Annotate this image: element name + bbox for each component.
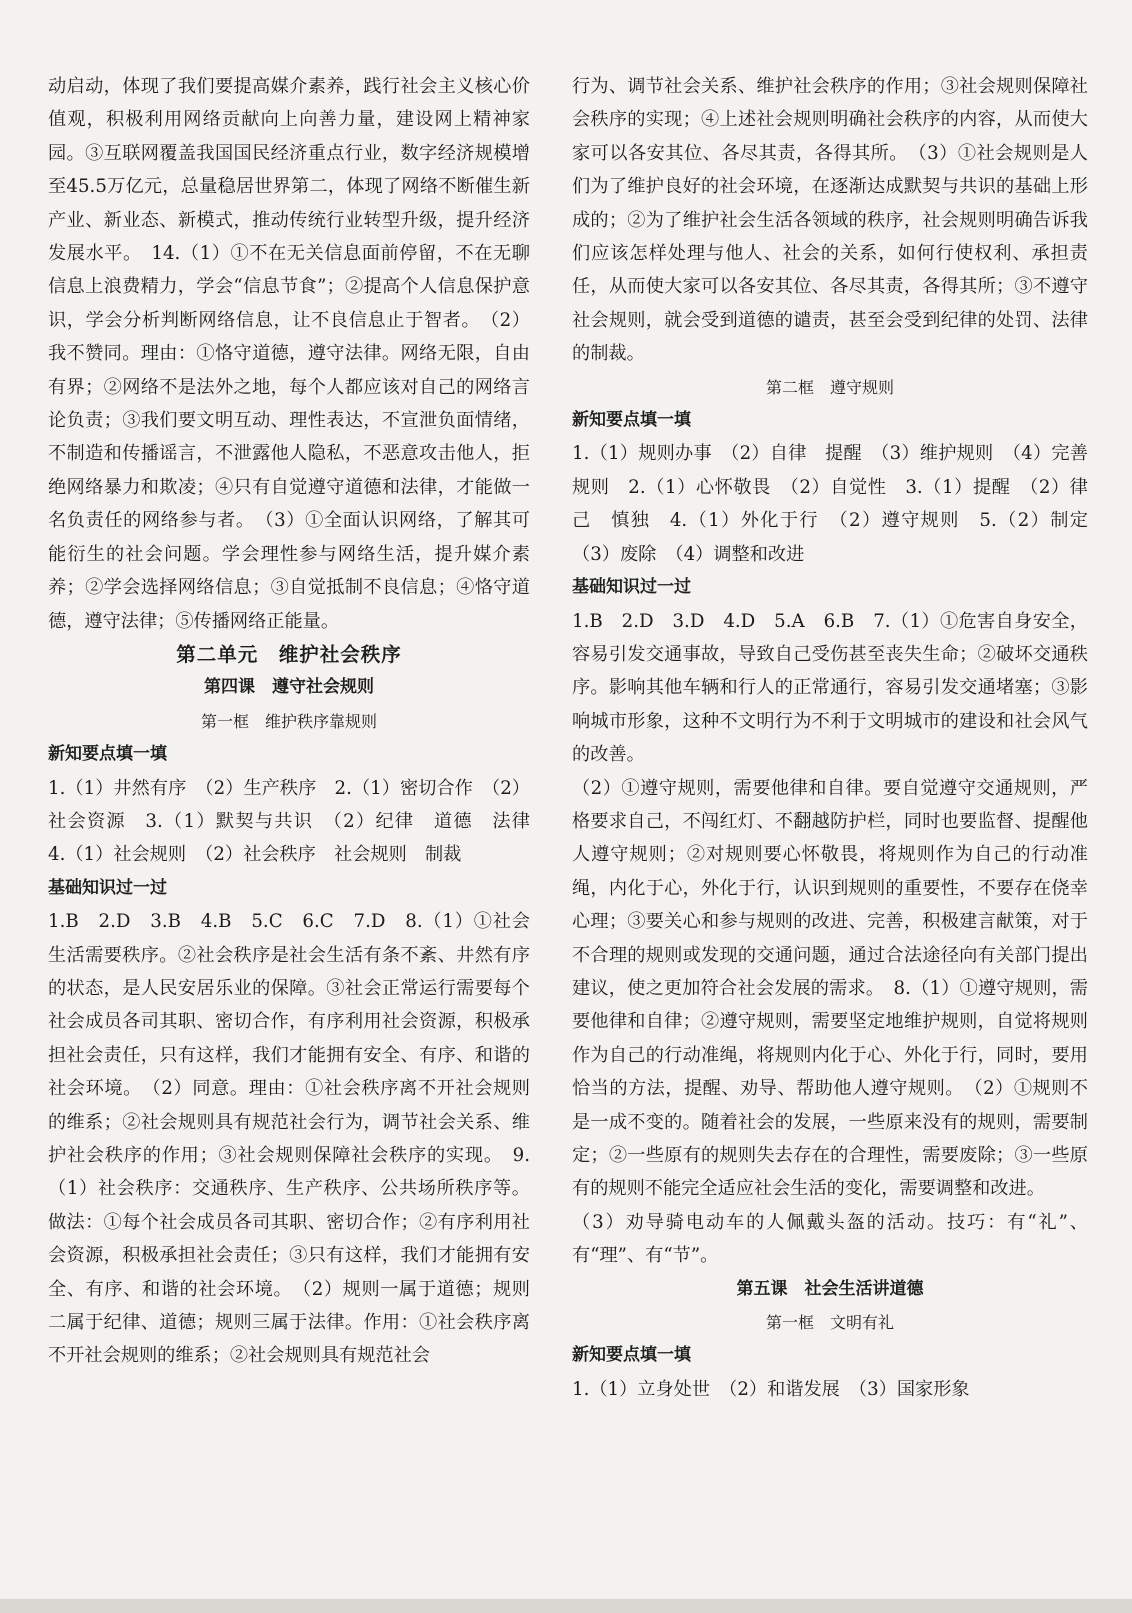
basic-answers-continued: （2）①遵守规则，需要他律和自律。要自觉遵守交通规则，严格要求自己，不闯红灯、不翻越防护栏，同时也要监督、提醒他人遵守规则；②对规则要心怀敬畏，将规则作为自己的行动准绳，内化于心，外化于行，认识到规则的重要性，不要存在侥幸心理；③要关心和参与规则的改进、完善，积极建言献策，对于不合理的规则或发现的交通问题，通过合法途径向有关部门提出建议，使之更加符合社会发展的需求。 8.（1）①遵守规则，需要他律和自律；②遵守规则，需要坚定地维护规则，自觉将规则作为自己的行动准绳，将规则内化于心、外化于行，同时，要用恰当的方法，提醒、劝导、帮助他人遵守规则。 （2）①规则不是一成不变的。随着社会的发展，一些原来没有的规则，需要制定；②一些原有的规则失去存在的合理性，需要废除；③一些原有的规则不能完全适应社会生活的变化，需要调整和改进。 [572,777,1088,1200]
unit-title: 第二单元 维护社会秩序 [176,642,402,666]
basic-answers-tip: （3）劝导骑电动车的人佩戴头盔的活动。技巧：有“礼”、有“理”、有“节”。 [572,1211,1088,1267]
section-heading: 新知要点填一填 [572,410,691,431]
right-answer-text: 行为、调节社会关系、维护社会秩序的作用；③社会规则保障社会秩序的实现；④上述社会规则明确社会秩序的内容，从而使大家可以各安其位、各尽其责，各得其所。 （3）①社会规则是人们为了维护良好的社会环境，在逐渐达成默契与共识的基础上形成的；②为了维护社会生活各领域的秩序，社会规则明确告诉我们应该怎样处理与他人、社会的关系，如何行使权利、承担责任，从而使大家可以各安其位、各尽其责，各得其所；③不遵守社会规则，就会受到道德的谴责，甚至会受到纪律的处罚、法律的制裁。 [572,76,1088,365]
fill-answers: 1.（1）立身处世 （2）和谐发展 （3）国家形象 [572,1378,970,1400]
left-answer-text: 动启动，体现了我们要提高媒介素养，践行社会主义核心价值观，积极利用网络贡献向上向善力量，建设网上精神家园。③互联网覆盖我国国民经济重点行业，数字经济规模增至45.5万亿元，总量稳居世界第二，体现了网络不断催生新产业、新业态、新模式，推动传统行业转型升级，提升经济发展水平。 14.（1）①不在无关信息面前停留，不在无聊信息上浪费精力，学会“信息节食”；②提高个人信息保护意识，学会分析判断网络信息，让不良信息止于智者。 （2）我不赞同。理由：①恪守道德，遵守法律。网络无限，自由有界；②网络不是法外之地，每个人都应该对自己的网络言论负责；③我们要文明互动、理性表达，不宣泄负面情绪，不制造和传播谣言，不泄露他人隐私，不恶意攻击他人，拒绝网络暴力和欺凌；④只有自觉遵守道德和法律，才能做一名负责任的网络参与者。 （3）①全面认识网络，了解其可能衍生的社会问题。学会理性参与网络生活，提升媒介素养；②学会选择网络信息；③自觉抵制不良信息；④恪守道德，遵守法律；⑤传播网络正能量。 [48,76,530,632]
lesson-title: 第五课 社会生活讲道德 [736,1278,924,1299]
frame-title: 第一框 维护秩序靠规则 [200,711,377,731]
right-column [572,70,1107,1406]
basic-answers: 1.B 2.D 3.D 4.D 5.A 6.B 7.（1）①危害自身安全，容易引发交通事故，导致自己受伤甚至丧失生命；②破坏交通秩序。影响其他车辆和行人的正常通行，容易引发交通堵塞；③影响城市形象，这种不文明行为不利于文明城市的建设和社会风气的改善。 [572,610,1088,766]
fill-answers: 1.（1）规则办事 （2）自律 提醒 （3）维护规则 （4）完善规则 2.（1）心怀敬畏 （2）自觉性 3.（1）提醒 （2）律己 慎独 4.（1）外化于行 （2）遵守规则 5.（2）制定 （3）废除 （4）调整和改进 [572,443,1107,565]
page-bottom-edge [0,1599,1132,1613]
left-column [48,70,549,1373]
section-heading: 基础知识过一过 [48,877,167,898]
section-heading: 新知要点填一填 [572,1345,691,1366]
fill-answers: 1.（1）井然有序 （2）生产秩序 2.（1）密切合作 （2）社会资源 3.（1）默契与共识 （2）纪律 道德 法律 4.（1）社会规则 （2）社会秩序 社会规则 制裁 [48,777,549,866]
section-heading: 新知要点填一填 [48,744,167,765]
lesson-title: 第四课 遵守社会规则 [204,677,374,698]
frame-title: 第二框 遵守规则 [765,377,894,397]
frame-title: 第一框 文明有礼 [765,1313,894,1333]
basic-answers: 1.B 2.D 3.B 4.B 5.C 6.C 7.D 8.（1）①社会生活需要秩序。②社会秩序是社会生活有条不紊、井然有序的状态，是人民安居乐业的保障。③社会正常运行需要每个社会成员各司其职、密切合作，有序利用社会资源，积极承担社会责任，只有这样，我们才能拥有安全、有序、和谐的社会环境。 （2）同意。理由：①社会秩序离不开社会规则的维系；②社会规则具有规范社会行为，调节社会关系、维护社会秩序的作用；③社会规则保障社会秩序的实现。 9.（1）社会秩序：交通秩序、生产秩序、公共场所秩序等。做法：①每个社会成员各司其职、密切合作；②有序利用社会资源，积极承担社会责任；③只有这样，我们才能拥有安全、有序、和谐的社会环境。 （2）规则一属于道德；规则二属于纪律、道德；规则三属于法律。作用：①社会秩序离不开社会规则的维系；②社会规则具有规范社会 [48,911,530,1367]
section-heading: 基础知识过一过 [572,577,691,598]
